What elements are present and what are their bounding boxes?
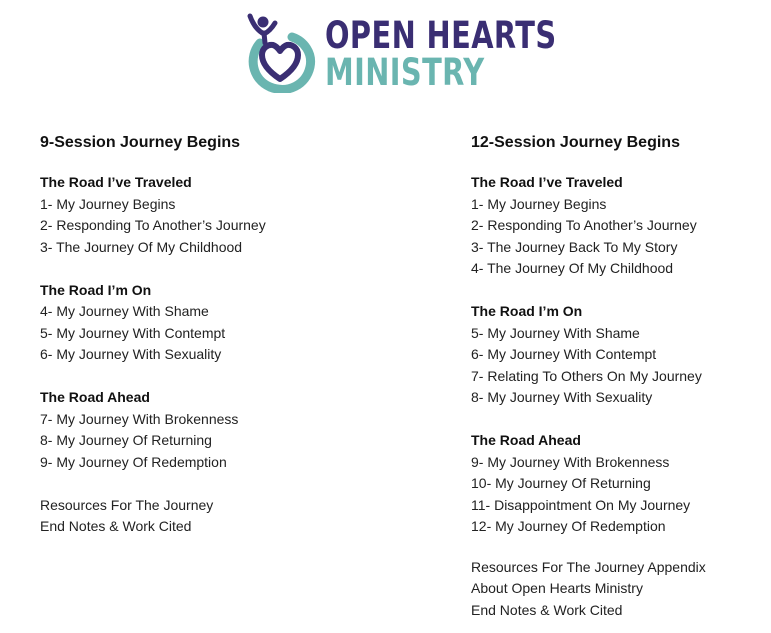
session-link[interactable]: 8- My Journey Of Returning [40,432,212,448]
session-link[interactable]: 4- The Journey Of My Childhood [471,260,674,276]
session-link[interactable]: 4- My Journey With Shame [40,303,209,319]
column-title: 12-Session Journey Begins [471,134,680,151]
session-link[interactable]: 3- The Journey Of My Childhood [40,238,243,255]
heart-person-logo-icon [244,13,316,93]
column-title: 9-Session Journey Begins [40,134,241,151]
session-link[interactable]: 2- Responding To Another’s Journey [40,217,266,233]
logo[interactable] [244,13,557,94]
resources-link[interactable]: Resources For The Journey [40,496,214,513]
end-notes-link[interactable]: End Notes & Work Cited [40,518,192,534]
about-link[interactable]: About Open Hearts Ministry [471,580,643,596]
section-heading: The Road I’ve Traveled [471,174,623,190]
session-link[interactable]: 6- My Journey With Sexuality [40,346,222,362]
section-heading: The Road Ahead [40,389,150,405]
twelve-session-column [471,132,761,621]
session-link[interactable]: 9- My Journey With Brokenness [471,453,670,470]
session-link[interactable]: 5- My Journey With Shame [471,324,640,341]
brand-name-line2: MINISTRY [325,51,485,94]
session-link[interactable]: 11- Disappointment On My Journey [471,496,691,513]
section-heading: The Road Ahead [471,432,581,448]
session-link[interactable]: 3- The Journey Back To My Story [471,238,678,255]
session-link[interactable]: 12- My Journey Of Redemption [471,518,666,534]
session-link[interactable]: 1- My Journey Begins [40,195,176,212]
session-link[interactable]: 1- My Journey Begins [471,195,607,212]
session-link[interactable]: 6- My Journey With Contempt [471,346,657,362]
session-link[interactable]: 8- My Journey With Sexuality [471,389,653,405]
session-link[interactable]: 9- My Journey Of Redemption [40,453,227,470]
session-link[interactable]: 10- My Journey Of Returning [471,475,651,491]
nine-session-column [40,132,420,538]
section-heading: The Road I’m On [40,281,152,298]
session-link[interactable]: 7- My Journey With Brokenness [40,410,239,427]
session-link[interactable]: 7- Relating To Others On My Journey [471,367,702,384]
session-link[interactable]: 2- Responding To Another’s Journey [471,217,697,233]
resources-appendix-link[interactable]: Resources For The Journey Appendix [471,558,706,575]
session-link[interactable]: 5- My Journey With Contempt [40,324,226,341]
section-heading: The Road I’m On [471,303,583,319]
end-notes-link[interactable]: End Notes & Work Cited [471,601,623,618]
brand-name-line1: OPEN HEARTS [325,14,557,57]
section-heading: The Road I’ve Traveled [40,174,192,190]
